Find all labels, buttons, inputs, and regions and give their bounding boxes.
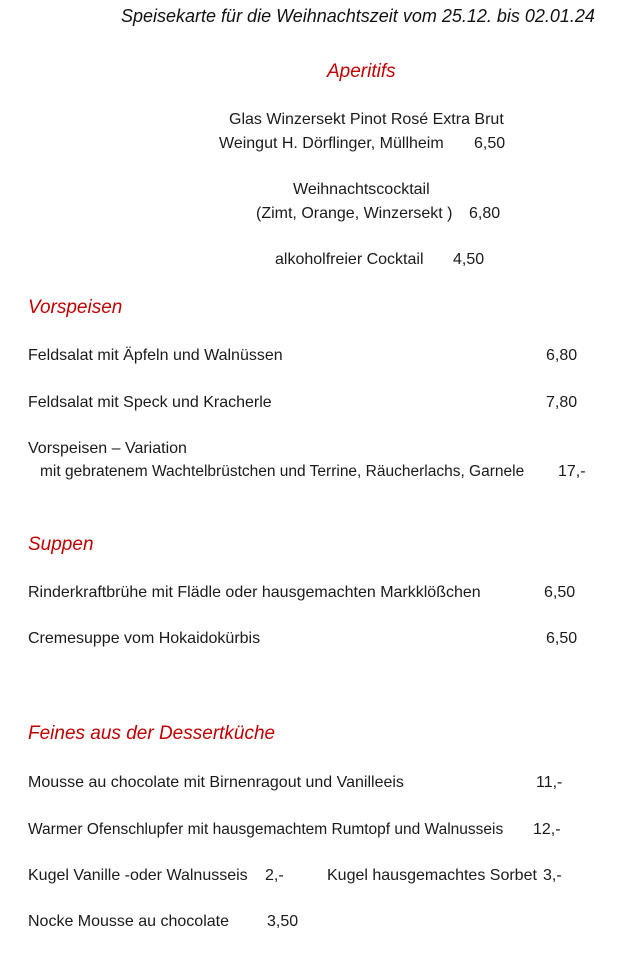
aperitif-alcfree-price: 4,50 xyxy=(453,251,485,268)
dessert-name: Mousse au chocolate mit Birnenragout und Vanilleeis xyxy=(28,774,404,791)
dessert-price: 3,50 xyxy=(267,913,299,930)
dessert-price: 12,- xyxy=(533,821,561,838)
section-heading-dessert: Feines aus der Dessertküche xyxy=(28,723,276,744)
vorspeise-name: Feldsalat mit Äpfeln und Walnüssen xyxy=(28,347,283,364)
suppe-name: Rinderkraftbrühe mit Flädle oder hausgemachten Markklößchen xyxy=(28,584,481,601)
aperitif-cocktail-price: 6,80 xyxy=(469,205,501,222)
suppe-name: Cremesuppe vom Hokaidokürbis xyxy=(28,630,261,647)
dessert-price: 3,- xyxy=(543,867,562,884)
menu-title: Speisekarte für die Weihnachtszeit vom 25.12. bis 02.01.24 xyxy=(121,6,595,26)
vorspeise-price: 6,80 xyxy=(546,347,578,364)
dessert-price: 2,- xyxy=(265,867,284,884)
dessert-name: Nocke Mousse au chocolate xyxy=(28,913,229,930)
aperitif-cocktail-name: Weihnachtscocktail xyxy=(293,181,430,198)
aperitif-sekt-name: Glas Winzersekt Pinot Rosé Extra Brut xyxy=(229,111,504,128)
aperitif-sekt-winery: Weingut H. Dörflinger, Müllheim xyxy=(219,135,444,152)
aperitif-alcfree-name: alkoholfreier Cocktail xyxy=(275,251,424,268)
section-heading-vorspeisen: Vorspeisen xyxy=(28,297,123,318)
vorspeise-price: 17,- xyxy=(558,463,586,480)
vorspeise-detail: mit gebratenem Wachtelbrüstchen und Terrine, Räucherlachs, Garnele xyxy=(40,463,525,480)
dessert-name: Warmer Ofenschlupfer mit hausgemachtem Rumtopf und Walnusseis xyxy=(28,821,504,838)
section-heading-aperitifs: Aperitifs xyxy=(327,61,396,82)
vorspeise-name: Feldsalat mit Speck und Kracherle xyxy=(28,394,272,411)
suppe-price: 6,50 xyxy=(546,630,578,647)
dessert-name: Kugel Vanille -oder Walnusseis xyxy=(28,867,248,884)
dessert-name: Kugel hausgemachtes Sorbet xyxy=(327,867,537,884)
vorspeise-name: Vorspeisen – Variation xyxy=(28,440,187,457)
vorspeise-price: 7,80 xyxy=(546,394,578,411)
aperitif-sekt-price: 6,50 xyxy=(474,135,506,152)
aperitif-cocktail-desc: (Zimt, Orange, Winzersekt ) xyxy=(256,205,453,222)
section-heading-suppen: Suppen xyxy=(28,534,94,555)
dessert-price: 11,- xyxy=(536,774,563,791)
suppe-price: 6,50 xyxy=(544,584,576,601)
